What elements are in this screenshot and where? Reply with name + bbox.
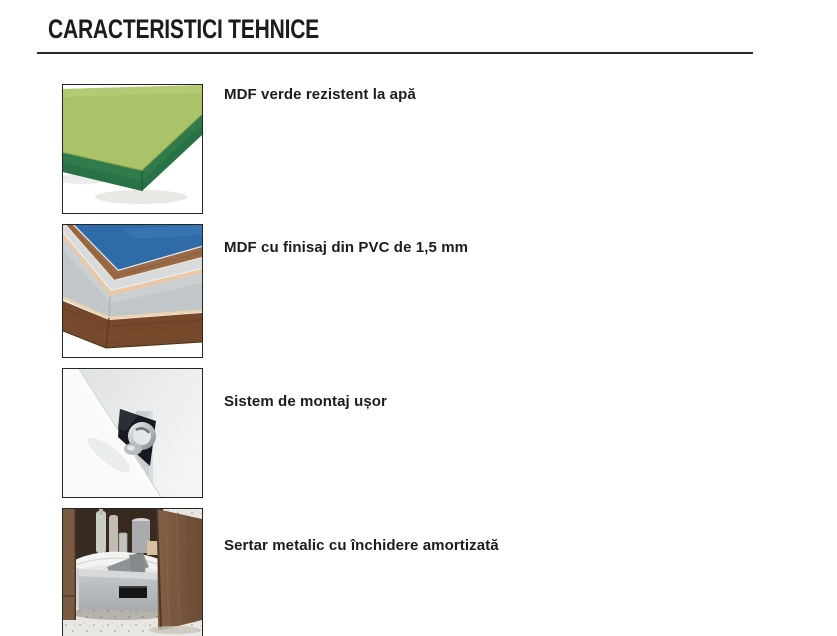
- feature-row-mdf-pvc: [62, 224, 782, 358]
- feature-row-montaj: [62, 368, 782, 498]
- green-mdf-image: [63, 85, 202, 213]
- feature-row-mdf-verde: [62, 84, 782, 214]
- metal-drawer-image: [63, 509, 202, 636]
- mdf-pvc-image: [63, 225, 202, 357]
- metal-drawer-image-frame: [62, 508, 203, 636]
- feature-caption: MDF verde rezistent la apă: [224, 86, 416, 103]
- feature-caption: Sistem de montaj ușor: [224, 393, 387, 410]
- feature-caption: Sertar metalic cu închidere amortizată: [224, 537, 499, 554]
- feature-row-sertar: [62, 508, 782, 636]
- cam-lock-image-frame: [62, 368, 203, 498]
- page-title: CARACTERISTICI TEHNICE: [48, 14, 319, 44]
- mdf-pvc-image-frame: [62, 224, 203, 358]
- title-underline: [37, 52, 753, 54]
- cam-lock-image: [63, 369, 202, 497]
- green-mdf-image-frame: [62, 84, 203, 214]
- feature-list: [62, 84, 782, 636]
- feature-caption: MDF cu finisaj din PVC de 1,5 mm: [224, 239, 469, 256]
